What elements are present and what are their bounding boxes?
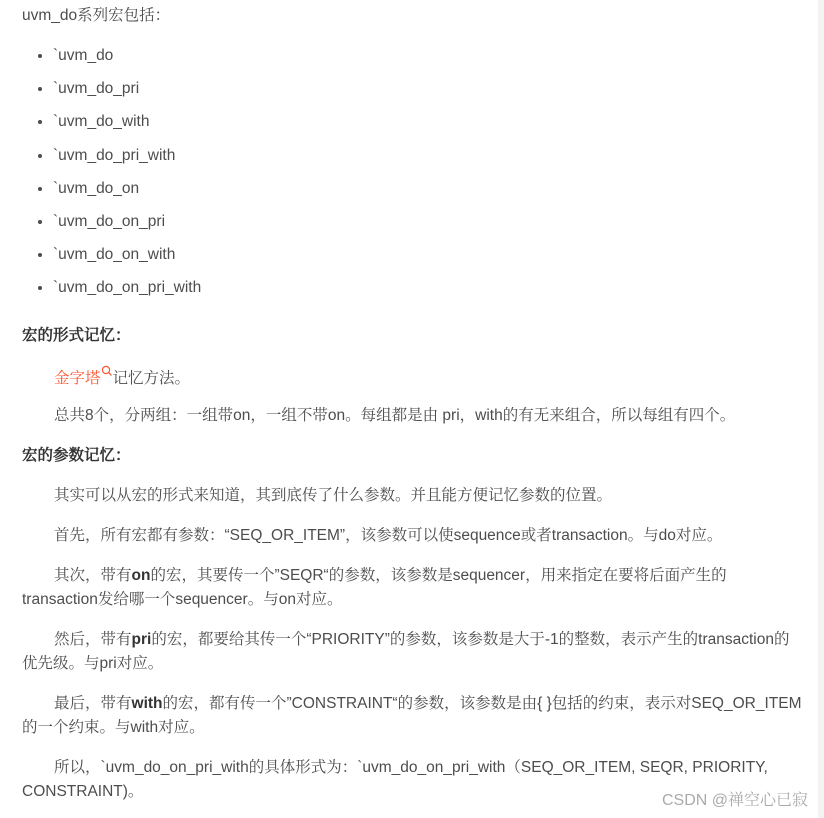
intro-text: uvm_do系列宏包括： [22,7,171,24]
paragraph: 首先，所有宏都有参数：“SEQ_OR_ITEM”，该参数可以使sequence或者transaction。与do对应。 [54,527,723,544]
text: 然后，带有 [54,631,132,648]
paragraph: 其实可以从宏的形式来知道，其到底传了什么参数。并且能方便记忆参数的位置。 [54,487,613,504]
list-item: • `uvm_do [53,44,201,77]
paragraph-text: 记忆方法。 [112,370,191,387]
search-icon [101,365,113,377]
list-item: • `uvm_do_on_pri [53,210,201,243]
bold-text: with [131,695,163,712]
section-heading-params: 宏的参数记忆： [22,447,131,464]
list-item: • `uvm_do_on_pri_with [53,276,201,309]
text: 最后，带有 [54,695,132,712]
list-item: • `uvm_do_pri_with [53,144,201,177]
paragraph: 所以，`uvm_do_on_pri_with的具体形式为：`uvm_do_on_pri_with（SEQ_OR_ITEM, SEQR, PRIORITY, CONSTRAINT)。 [22,759,768,800]
pyramid-link[interactable] [54,370,113,387]
scrollbar-track[interactable] [818,0,824,818]
list-item: • `uvm_do_pri [53,77,201,110]
list-item: • `uvm_do_on_with [53,243,201,276]
bold-text: pri [131,631,152,648]
text: 其次，带有 [54,567,132,584]
text: 的宏，都有传一个”CONSTRAINT“的参数，该参数是由{ }包括的约束，表示对SEQ_OR_ITEM的一个约束。与with对应。 [22,695,802,736]
paragraph [22,564,802,612]
paragraph [22,628,802,676]
watermark: CSDN @禅空心已寂 [661,792,808,809]
paragraph [22,692,802,740]
link-text: 金字塔 [54,370,101,387]
macro-list [22,44,201,310]
bold-text: on [131,567,151,584]
text: 的宏，都要给其传一个“PRIORITY”的参数，该参数是大于-1的整数，表示产生的transaction的优先级。与pri对应。 [22,631,790,672]
paragraph: 总共8个，分两组：一组带on，一组不带on。每组都是由 pri，with的有无来组合，所以每组有四个。 [54,407,736,424]
paragraph [22,365,802,391]
text: 的宏，其要传一个”SEQR“的参数，该参数是sequencer，用来指定在要将后面产生的transaction发给哪一个sequencer。与on对应。 [22,567,727,608]
section-heading-form: 宏的形式记忆： [22,327,131,344]
list-item: • `uvm_do_on [53,177,201,210]
list-item: • `uvm_do_with [53,110,201,143]
